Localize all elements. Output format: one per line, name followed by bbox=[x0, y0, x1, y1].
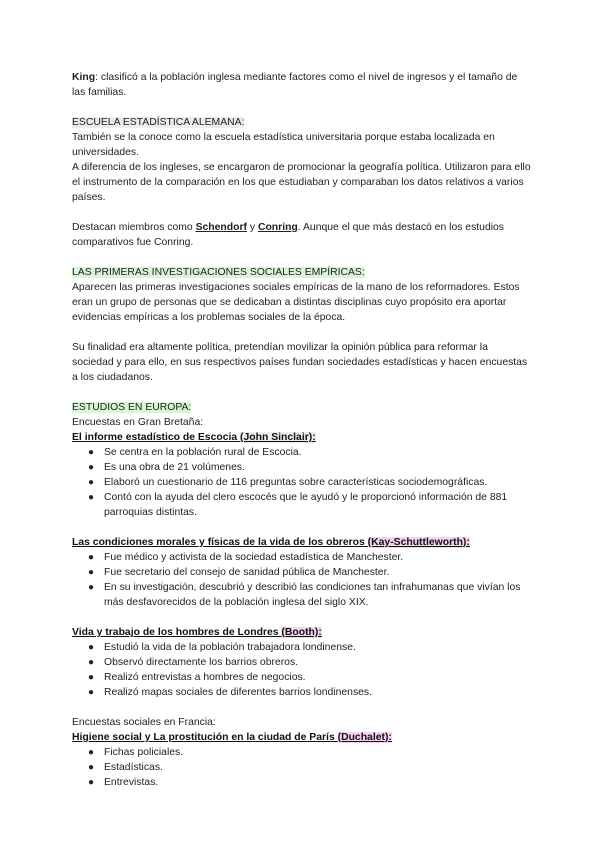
study4-author: (Duchalet): bbox=[337, 732, 392, 743]
list-item: ● Fichas policiales. bbox=[88, 747, 184, 758]
alemana-p2: A diferencia de los ingleses, se encargaron de promocionar la geografía política. Utilizaron para ello el instrumento de la comparación en los que estudiaban y comparaban los datos relativos a varios países. bbox=[72, 162, 531, 203]
bullet-icon: ● bbox=[88, 777, 95, 788]
study2-author: (Kay-Schuttleworth): bbox=[367, 537, 470, 548]
list-item: ● Elaboró un cuestionario de 116 preguntas sobre características sociodemográficas. bbox=[88, 477, 488, 488]
bullet-icon: ● bbox=[88, 762, 95, 773]
fr-intro: Encuestas sociales en Francia: bbox=[72, 717, 216, 728]
study3-list bbox=[72, 640, 532, 700]
study2-title: Las condiciones morales y físicas de la vida de los obreros (Kay-Schuttleworth): bbox=[72, 537, 470, 548]
primeras-heading: LAS PRIMERAS INVESTIGACIONES SOCIALES EMPÍRICAS: bbox=[72, 267, 365, 278]
study1-author: (John Sinclair): bbox=[240, 432, 316, 443]
gb-intro: Encuestas en Gran Bretaña: bbox=[72, 417, 204, 428]
conring-name: Conring bbox=[257, 222, 298, 233]
study1-title: El informe estadístico de Escocia (John Sinclair): bbox=[72, 432, 316, 443]
king-paragraph bbox=[72, 70, 532, 100]
bullet-icon: ● bbox=[88, 672, 95, 683]
primeras-p1: Aparecen las primeras investigaciones sociales empíricas de la mano de los reformadores. Estos eran un grupo de personas que se dedicaban a distintas disciplinas cuyo propósito era aportar evidencias empíricas a los problemas sociales de la época. bbox=[72, 282, 520, 323]
list-item: ● Es una obra de 21 volúmenes. bbox=[88, 462, 245, 473]
study4-title: Higiene social y La prostitución en la ciudad de París (Duchalet): bbox=[72, 732, 392, 743]
bullet-icon: ● bbox=[88, 462, 95, 473]
list-item: ● Fue médico y activista de la sociedad estadística de Manchester. bbox=[88, 552, 404, 563]
bullet-icon: ● bbox=[88, 582, 95, 593]
list-item: ● Observó directamente los barrios obreros. bbox=[88, 657, 299, 668]
study4-list bbox=[72, 745, 532, 790]
list-item: ● Fue secretario del consejo de sanidad pública de Manchester. bbox=[88, 567, 390, 578]
bullet-icon: ● bbox=[88, 747, 95, 758]
alemana-p1: También se la conoce como la escuela estadística universitaria porque estaba localizada en universidades. bbox=[72, 132, 495, 158]
study3-author: (Booth): bbox=[281, 627, 322, 638]
list-item: ● Estudió la vida de la población trabajadora londinense. bbox=[88, 642, 356, 653]
bullet-icon: ● bbox=[88, 567, 95, 578]
study2-list bbox=[72, 550, 532, 610]
study3-title: Vida y trabajo de los hombres de Londres (Booth): bbox=[72, 627, 322, 638]
list-item: ● Contó con la ayuda del clero escocés que le ayudó y le proporcionó información de 881 parroquias distintas. bbox=[88, 492, 508, 518]
list-item: ● Entrevistas. bbox=[88, 777, 159, 788]
study1-list bbox=[72, 445, 532, 520]
schendorf-name: Schendorf bbox=[195, 222, 247, 233]
europa-heading: ESTUDIOS EN EUROPA: bbox=[72, 402, 192, 413]
bullet-icon: ● bbox=[88, 477, 95, 488]
list-item: ● En su investigación, descubrió y describió las condiciones tan infrahumanas que vivían los más desfavorecidos de la población inglesa del siglo XIX. bbox=[88, 582, 521, 608]
alemana-p3: Destacan miembros como Schendorf y Conring. Aunque el que más destacó en los estudios comparativos fue Conring. bbox=[72, 222, 505, 248]
bullet-icon: ● bbox=[88, 552, 95, 563]
list-item: ● Realizó mapas sociales de diferentes barrios londinenses. bbox=[88, 687, 372, 698]
alemana-heading: ESCUELA ESTADÍSTICA ALEMANA: bbox=[72, 117, 245, 128]
bullet-icon: ● bbox=[88, 492, 95, 503]
list-item: ● Se centra en la población rural de Escocia. bbox=[88, 447, 302, 458]
document-page bbox=[72, 70, 532, 790]
king-text: : clasificó a la población inglesa mediante factores como el nivel de ingresos y el tamaño de las familias. bbox=[72, 72, 518, 98]
bullet-icon: ● bbox=[88, 687, 95, 698]
king-name: King bbox=[72, 72, 96, 83]
bullet-icon: ● bbox=[88, 642, 95, 653]
primeras-p2: Su finalidad era altamente política, pretendían movilizar la opinión pública para reformar la sociedad y para ello, en sus respectivos países fundan sociedades estadísticas y hacen encuestas a los ciudadanos. bbox=[72, 342, 528, 383]
list-item: ● Realizó entrevistas a hombres de negocios. bbox=[88, 672, 306, 683]
bullet-icon: ● bbox=[88, 657, 95, 668]
list-item: ● Estadísticas. bbox=[88, 762, 163, 773]
bullet-icon: ● bbox=[88, 447, 95, 458]
